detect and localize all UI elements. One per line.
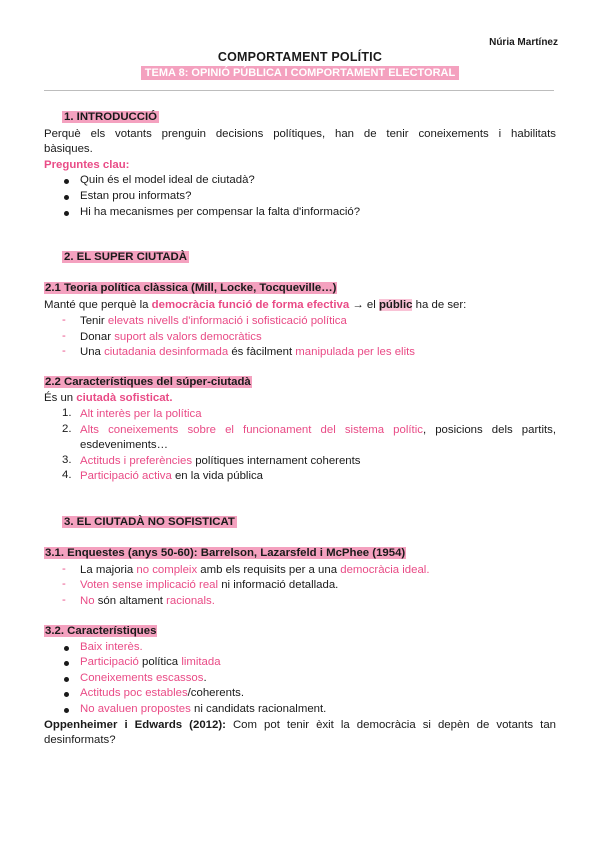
numbered-list-item-continuation: esdeveniments… bbox=[80, 439, 169, 451]
dash-list-item bbox=[80, 594, 556, 609]
subsection-3-2-heading-text: 3.2. Característiques bbox=[45, 625, 157, 637]
text-run: Una bbox=[80, 346, 105, 358]
list-number: 1. bbox=[62, 407, 72, 419]
subsection-2-2-heading-text: 2.2 Característiques del súper-ciutadà bbox=[45, 376, 251, 388]
bullet-icon bbox=[64, 692, 69, 697]
section-3-heading bbox=[62, 516, 237, 528]
dash-list-item bbox=[80, 345, 556, 360]
subsection-3-1-heading-text: 3.1. Enquestes (anys 50-60): Barrelson, Lazarsfeld i McPhee (1954) bbox=[45, 547, 406, 559]
text-run: Com pot tenir èxit la democràcia si depèn de votants tan bbox=[225, 719, 556, 731]
highlight-text: democràcia ideal. bbox=[340, 564, 430, 576]
highlight-text: ciutadania desinformada bbox=[104, 346, 229, 358]
characteristic-item bbox=[80, 702, 556, 717]
highlight-text: Actituds poc estables bbox=[80, 687, 188, 699]
section-1-heading-text: 1. INTRODUCCIÓ bbox=[64, 111, 158, 123]
dash-marker: - bbox=[62, 594, 66, 606]
highlight-text: manipulada per les elits bbox=[295, 346, 415, 358]
list-number: 2. bbox=[62, 423, 72, 435]
text-run: en la vida pública bbox=[171, 470, 263, 482]
numbered-list-item bbox=[80, 423, 556, 438]
subsection-2-1-heading bbox=[44, 282, 337, 294]
text-run: , posicions dels partits, bbox=[422, 424, 556, 436]
text-run: . bbox=[203, 672, 207, 684]
question-item: Hi ha mecanismes per compensar la falta d'informació? bbox=[80, 206, 361, 218]
subsection-2-2-heading bbox=[44, 376, 252, 388]
document-subtitle: TEMA 8: OPINIÓ PÚBLICA I COMPORTAMENT ELECTORAL bbox=[141, 66, 459, 80]
section-2-heading bbox=[62, 251, 189, 263]
highlight-text: Coneixements escassos bbox=[80, 672, 204, 684]
dash-list-item bbox=[80, 563, 556, 578]
highlight-text: racionals. bbox=[166, 595, 215, 607]
highlight-text: No avaluen propostes bbox=[80, 703, 191, 715]
dash-marker: - bbox=[62, 578, 66, 590]
highlight-text: limitada bbox=[181, 656, 221, 668]
subsection-3-1-heading bbox=[44, 547, 406, 559]
text-run: /coherents. bbox=[187, 687, 244, 699]
key-questions-label: Preguntes clau: bbox=[44, 159, 130, 171]
bullet-icon bbox=[64, 211, 69, 216]
author-name: Núria Martínez bbox=[489, 37, 558, 48]
header-divider bbox=[44, 90, 554, 91]
text-run: → el bbox=[349, 299, 379, 311]
highlight-text: Alts coneixements sobre el funcionament del sistema polític bbox=[80, 424, 423, 436]
highlight-text: elevats nivells d'informació i sofisticació política bbox=[107, 315, 347, 327]
closing-question-line-1 bbox=[44, 718, 556, 733]
text-run: La majoria bbox=[80, 564, 137, 576]
dash-marker: - bbox=[62, 330, 66, 342]
text-run: Donar bbox=[80, 331, 115, 343]
highlight-text: ciutadà sofisticat. bbox=[76, 392, 173, 404]
characteristic-item bbox=[80, 655, 556, 670]
text-run: és fàcilment bbox=[228, 346, 296, 358]
highlight-text: Actituds i preferències bbox=[80, 455, 193, 467]
highlight-text: Participació bbox=[80, 656, 139, 668]
question-item: Estan prou informats? bbox=[80, 190, 192, 202]
highlight-text: No bbox=[80, 595, 95, 607]
numbered-list-item bbox=[80, 407, 556, 422]
subtitle-wrap bbox=[0, 66, 600, 80]
numbered-list-item bbox=[80, 469, 556, 484]
text-run: És un bbox=[44, 392, 77, 404]
section-3-heading-text: 3. EL CIUTADÀ NO SOFISTICAT bbox=[64, 516, 235, 528]
subsection-2-1-text bbox=[44, 298, 556, 313]
bullet-icon bbox=[64, 195, 69, 200]
intro-text-line-2: bàsiques. bbox=[44, 143, 93, 155]
text-run: amb els requisits per a una bbox=[197, 564, 341, 576]
subsection-2-2-text bbox=[44, 391, 556, 406]
citation-label: Oppenheimer i Edwards (2012): bbox=[44, 719, 226, 731]
bullet-icon bbox=[64, 661, 69, 666]
text-run: ni informació detallada. bbox=[218, 579, 339, 591]
bullet-icon bbox=[64, 179, 69, 184]
dash-list-item bbox=[80, 330, 556, 345]
section-2-heading-text: 2. EL SUPER CIUTADÀ bbox=[64, 251, 187, 263]
closing-question-line-2: desinformats? bbox=[44, 734, 116, 746]
list-number: 4. bbox=[62, 469, 72, 481]
text-run: són altament bbox=[94, 595, 167, 607]
dash-marker: - bbox=[62, 563, 66, 575]
subsection-2-1-heading-text: 2.1 Teoria política clàssica (Mill, Locke, Tocqueville…) bbox=[45, 282, 337, 294]
highlight-text: Alt interès per la política bbox=[80, 408, 202, 420]
highlight-text: no compleix bbox=[136, 564, 198, 576]
dash-marker: - bbox=[62, 314, 66, 326]
characteristic-item bbox=[80, 686, 556, 701]
question-item: Quin és el model ideal de ciutadà? bbox=[80, 174, 255, 186]
highlight-text: democràcia funció de forma efectiva bbox=[151, 299, 350, 311]
highlight-text: Voten sense implicació real bbox=[80, 579, 219, 591]
section-1-heading bbox=[62, 111, 159, 123]
text-run: Manté que perquè la bbox=[44, 299, 152, 311]
characteristic-item bbox=[80, 640, 556, 655]
text-run: Tenir bbox=[80, 315, 108, 327]
bullet-icon bbox=[64, 677, 69, 682]
dash-list-item bbox=[80, 578, 556, 593]
characteristic-item bbox=[80, 671, 556, 686]
numbered-list-item bbox=[80, 454, 556, 469]
highlight-text: suport als valors democràtics bbox=[114, 331, 262, 343]
text-run: ha de ser: bbox=[412, 299, 467, 311]
highlight-text: públic bbox=[378, 299, 413, 311]
dash-list-item bbox=[80, 314, 556, 329]
intro-text-line-1: Perquè els votants prenguin decisions polítiques, han de tenir coneixements i habilitats bbox=[44, 128, 556, 140]
dash-marker: - bbox=[62, 345, 66, 357]
text-run: ni candidats racionalment. bbox=[190, 703, 327, 715]
highlight-text: Participació activa bbox=[80, 470, 172, 482]
document-title: COMPORTAMENT POLÍTIC bbox=[217, 50, 383, 64]
bullet-icon bbox=[64, 646, 69, 651]
text-run: política bbox=[138, 656, 182, 668]
highlight-text: Baix interès. bbox=[80, 641, 143, 653]
list-number: 3. bbox=[62, 454, 72, 466]
subsection-3-2-heading bbox=[44, 625, 157, 637]
bullet-icon bbox=[64, 708, 69, 713]
text-run: polítiques internament coherents bbox=[192, 455, 361, 467]
